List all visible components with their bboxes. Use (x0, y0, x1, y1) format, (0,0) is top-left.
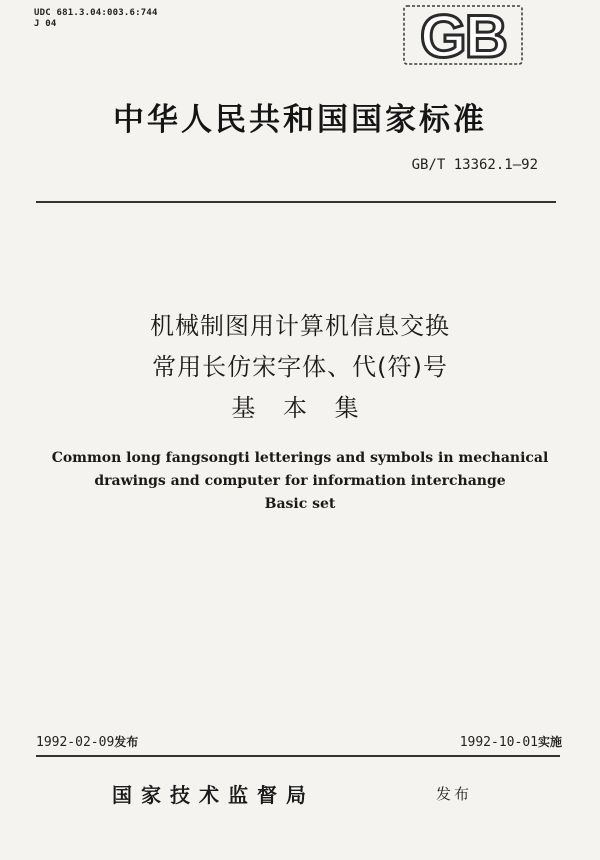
cn-title-line-2: 常用长仿宋字体、代(符)号 (152, 353, 448, 381)
standard-title: 中华人民共和国国家标准 (113, 102, 487, 138)
cn-title-line-3: 基 本 集 (231, 394, 369, 422)
effective-date-block (460, 733, 562, 750)
issuer-label: 发布 (436, 785, 473, 803)
en-title-line-1: Common long fangsongti letterings and symbols in mechanical (51, 450, 549, 466)
udc-code: UDC 681.3.04:003.6:744 (34, 8, 158, 18)
en-title-line-3: Basic set (264, 496, 336, 512)
bottom-divider (36, 755, 560, 757)
gb-logo (402, 2, 524, 68)
en-title-line-2: drawings and computer for information interchange (94, 473, 506, 489)
issued-date-block (36, 733, 138, 750)
effective-date: 1992-10-01 (459, 735, 538, 750)
udc-block (34, 8, 158, 30)
top-divider (36, 201, 556, 203)
issued-label: 发布 (114, 735, 139, 749)
standard-number: GB/T 13362.1—92 (411, 157, 538, 173)
issued-date: 1992-02-09 (36, 735, 115, 750)
classification-code: J 04 (34, 19, 57, 29)
effective-label: 实施 (537, 735, 562, 749)
cn-title-line-1: 机械制图用计算机信息交换 (150, 312, 450, 340)
issuer-name: 国家技术监督局 (112, 783, 315, 807)
gb-logo-text: GB (420, 3, 506, 68)
